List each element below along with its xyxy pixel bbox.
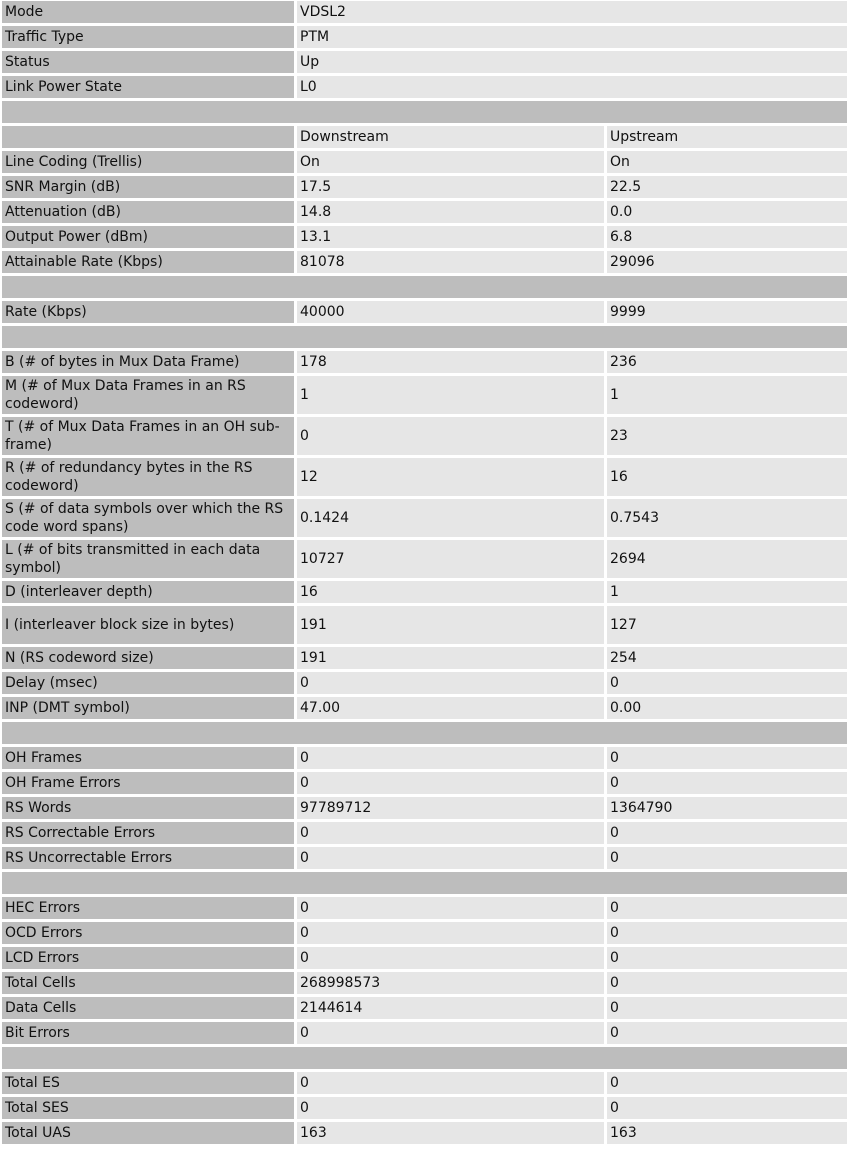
row-oh-frames <box>2 747 847 769</box>
header-blank-cell <box>2 126 294 148</box>
downstream-value: 0 <box>297 822 604 844</box>
row-label: Total SES <box>2 1097 294 1119</box>
section-separator <box>2 872 847 894</box>
upstream-value: 127 <box>607 606 847 644</box>
row-label: M (# of Mux Data Frames in an RS codeword) <box>2 376 294 414</box>
separator-cell <box>2 326 847 348</box>
downstream-value: 163 <box>297 1122 604 1144</box>
downstream-value: 191 <box>297 606 604 644</box>
row-total-uas <box>2 1122 847 1144</box>
downstream-value: 17.5 <box>297 176 604 198</box>
section-separator <box>2 276 847 298</box>
row-m-of-mux-data-frames-in-an-rs-codeword <box>2 376 847 414</box>
row-rs-correctable-errors <box>2 822 847 844</box>
row-n-rs-codeword-size <box>2 647 847 669</box>
row-value: L0 <box>297 76 847 98</box>
upstream-value: 254 <box>607 647 847 669</box>
row-i-interleaver-block-size-in-bytes <box>2 606 847 644</box>
row-label: RS Words <box>2 797 294 819</box>
row-s-of-data-symbols-over-which-the-rs-code-word-spans <box>2 499 847 537</box>
row-label: Traffic Type <box>2 26 294 48</box>
upstream-value: 0 <box>607 672 847 694</box>
row-label: N (RS codeword size) <box>2 647 294 669</box>
row-label: R (# of redundancy bytes in the RS codeword) <box>2 458 294 496</box>
row-delay-msec <box>2 672 847 694</box>
upstream-value: 236 <box>607 351 847 373</box>
downstream-value: 14.8 <box>297 201 604 223</box>
column-header-row <box>2 126 847 148</box>
upstream-value: 6.8 <box>607 226 847 248</box>
downstream-value: 0 <box>297 897 604 919</box>
downstream-value: 1 <box>297 376 604 414</box>
downstream-value: 0 <box>297 947 604 969</box>
row-rate-kbps <box>2 301 847 323</box>
row-label: Link Power State <box>2 76 294 98</box>
row-bit-errors <box>2 1022 847 1044</box>
upstream-value: On <box>607 151 847 173</box>
upstream-value: 0 <box>607 997 847 1019</box>
row-value: PTM <box>297 26 847 48</box>
row-label: L (# of bits transmitted in each data symbol) <box>2 540 294 578</box>
upstream-value: 1 <box>607 581 847 603</box>
header-upstream: Upstream <box>607 126 847 148</box>
upstream-value: 1364790 <box>607 797 847 819</box>
downstream-value: 0 <box>297 772 604 794</box>
row-label: RS Uncorrectable Errors <box>2 847 294 869</box>
row-label: HEC Errors <box>2 897 294 919</box>
upstream-value: 0 <box>607 1097 847 1119</box>
row-label: Total UAS <box>2 1122 294 1144</box>
upstream-value: 0 <box>607 922 847 944</box>
row-label: S (# of data symbols over which the RS code word spans) <box>2 499 294 537</box>
separator-cell <box>2 101 847 123</box>
downstream-value: 47.00 <box>297 697 604 719</box>
downstream-value: 13.1 <box>297 226 604 248</box>
row-label: Output Power (dBm) <box>2 226 294 248</box>
row-rs-words <box>2 797 847 819</box>
row-label: B (# of bytes in Mux Data Frame) <box>2 351 294 373</box>
downstream-value: 81078 <box>297 251 604 273</box>
upstream-value: 0 <box>607 897 847 919</box>
downstream-value: 0 <box>297 672 604 694</box>
row-oh-frame-errors <box>2 772 847 794</box>
downstream-value: 0 <box>297 1022 604 1044</box>
row-label: RS Correctable Errors <box>2 822 294 844</box>
downstream-value: 268998573 <box>297 972 604 994</box>
row-line-coding-trellis <box>2 151 847 173</box>
upstream-value: 29096 <box>607 251 847 273</box>
downstream-value: 97789712 <box>297 797 604 819</box>
downstream-value: 191 <box>297 647 604 669</box>
downstream-value: 0 <box>297 747 604 769</box>
upstream-value: 0.0 <box>607 201 847 223</box>
downstream-value: 178 <box>297 351 604 373</box>
upstream-value: 0 <box>607 822 847 844</box>
downstream-value: 2144614 <box>297 997 604 1019</box>
row-label: Attenuation (dB) <box>2 201 294 223</box>
upstream-value: 9999 <box>607 301 847 323</box>
row-label: Line Coding (Trellis) <box>2 151 294 173</box>
upstream-value: 16 <box>607 458 847 496</box>
row-b-of-bytes-in-mux-data-frame <box>2 351 847 373</box>
upstream-value: 0 <box>607 1072 847 1094</box>
row-l-of-bits-transmitted-in-each-data-symbol <box>2 540 847 578</box>
downstream-value: 0.1424 <box>297 499 604 537</box>
row-label: OH Frames <box>2 747 294 769</box>
section-separator <box>2 1047 847 1069</box>
row-label: Delay (msec) <box>2 672 294 694</box>
row-label: SNR Margin (dB) <box>2 176 294 198</box>
downstream-value: 0 <box>297 922 604 944</box>
upstream-value: 0 <box>607 1022 847 1044</box>
upstream-value: 0 <box>607 972 847 994</box>
row-data-cells <box>2 997 847 1019</box>
row-value: Up <box>297 51 847 73</box>
upstream-value: 23 <box>607 417 847 455</box>
row-total-cells <box>2 972 847 994</box>
downstream-value: 0 <box>297 1072 604 1094</box>
row-rs-uncorrectable-errors <box>2 847 847 869</box>
downstream-value: On <box>297 151 604 173</box>
row-t-of-mux-data-frames-in-an-oh-sub-frame <box>2 417 847 455</box>
row-label: Status <box>2 51 294 73</box>
row-traffic-type <box>2 26 847 48</box>
row-label: I (interleaver block size in bytes) <box>2 606 294 644</box>
downstream-value: 40000 <box>297 301 604 323</box>
row-d-interleaver-depth <box>2 581 847 603</box>
row-label: Mode <box>2 1 294 23</box>
row-label: Total Cells <box>2 972 294 994</box>
downstream-value: 12 <box>297 458 604 496</box>
row-label: D (interleaver depth) <box>2 581 294 603</box>
row-mode <box>2 1 847 23</box>
section-separator <box>2 722 847 744</box>
upstream-value: 2694 <box>607 540 847 578</box>
row-attainable-rate-kbps <box>2 251 847 273</box>
row-label: Attainable Rate (Kbps) <box>2 251 294 273</box>
row-hec-errors <box>2 897 847 919</box>
separator-cell <box>2 1047 847 1069</box>
upstream-value: 0 <box>607 772 847 794</box>
row-label: OCD Errors <box>2 922 294 944</box>
row-total-es <box>2 1072 847 1094</box>
upstream-value: 0.00 <box>607 697 847 719</box>
row-r-of-redundancy-bytes-in-the-rs-codeword <box>2 458 847 496</box>
upstream-value: 0 <box>607 747 847 769</box>
row-label: LCD Errors <box>2 947 294 969</box>
section-separator <box>2 101 847 123</box>
row-label: OH Frame Errors <box>2 772 294 794</box>
upstream-value: 1 <box>607 376 847 414</box>
downstream-value: 0 <box>297 847 604 869</box>
row-label: Data Cells <box>2 997 294 1019</box>
upstream-value: 0.7543 <box>607 499 847 537</box>
row-label: INP (DMT symbol) <box>2 697 294 719</box>
section-separator <box>2 326 847 348</box>
downstream-value: 0 <box>297 1097 604 1119</box>
upstream-value: 22.5 <box>607 176 847 198</box>
row-output-power-dbm <box>2 226 847 248</box>
header-downstream: Downstream <box>297 126 604 148</box>
row-label: Total ES <box>2 1072 294 1094</box>
separator-cell <box>2 872 847 894</box>
row-label: Rate (Kbps) <box>2 301 294 323</box>
separator-cell <box>2 276 847 298</box>
row-status <box>2 51 847 73</box>
downstream-value: 16 <box>297 581 604 603</box>
upstream-value: 0 <box>607 847 847 869</box>
downstream-value: 10727 <box>297 540 604 578</box>
row-link-power-state <box>2 76 847 98</box>
row-label: T (# of Mux Data Frames in an OH sub-frame) <box>2 417 294 455</box>
row-total-ses <box>2 1097 847 1119</box>
row-ocd-errors <box>2 922 847 944</box>
stats-body <box>2 1 847 1144</box>
row-inp-dmt-symbol <box>2 697 847 719</box>
row-attenuation-db <box>2 201 847 223</box>
separator-cell <box>2 722 847 744</box>
downstream-value: 0 <box>297 417 604 455</box>
row-value: VDSL2 <box>297 1 847 23</box>
row-lcd-errors <box>2 947 847 969</box>
row-label: Bit Errors <box>2 1022 294 1044</box>
upstream-value: 0 <box>607 947 847 969</box>
upstream-value: 163 <box>607 1122 847 1144</box>
row-snr-margin-db <box>2 176 847 198</box>
